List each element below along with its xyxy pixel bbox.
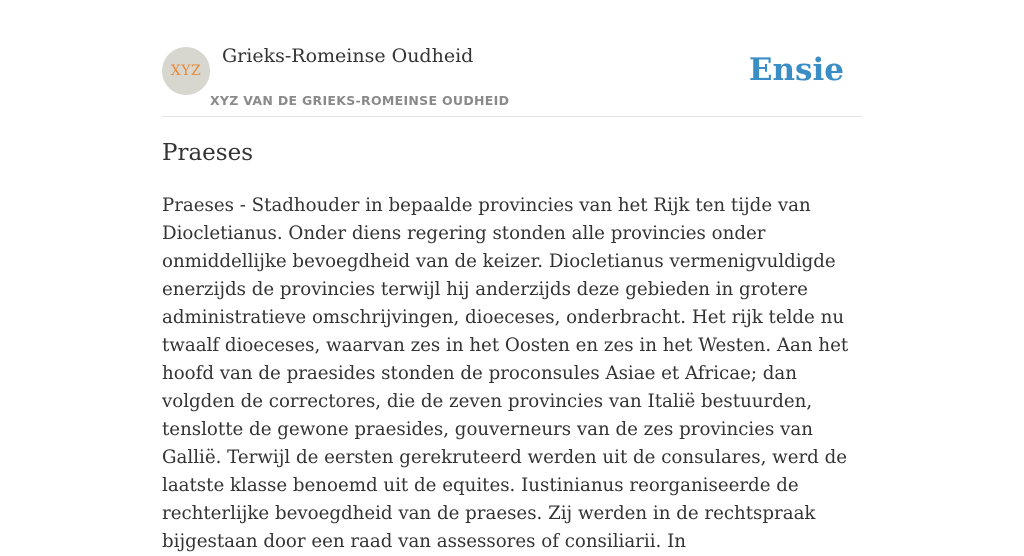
publication-avatar[interactable]: XYZ <box>162 47 210 95</box>
site-header <box>162 0 862 117</box>
publication-title-link[interactable]: Grieks-Romeinse Oudheid <box>222 45 474 67</box>
page-title: Praeses <box>162 140 254 166</box>
ensie-logo-link[interactable]: Ensie <box>748 52 844 88</box>
article-body: Praeses - Stadhouder in bepaalde provincies van het Rijk ten tijde van Diocletianus. Onder diens regering stonden alle provincies onder onmiddellijke bevoegdheid van de keizer. Diocletianus vermenigvuldigde enerzijds de provincies terwijl hij anderzijds deze gebieden in grotere administratieve omschrijvingen, dioeceses, onderbracht. Het rijk telde nu twaalf dioeceses, waarvan zes in het Oosten en zes in het Westen. Aan het hoofd van de praesides stonden de proconsules Asiae et Africae; dan volgden de correctores, die de zeven provincies van Italië bestuurden, tenslotte de gewone praesides, gouverneurs van de zes provincies van Gallië. Terwijl de eersten gerekruteerd werden uit de consulares, werd de laatste klasse benoemd uit de equites. Iustinianus reorganiseerde de rechterlijke bevoegdheid van de praeses. Zij werden in de rechtspraak bijgestaan door een raad van assessores of consiliarii. In <box>162 195 849 552</box>
publication-subtitle: XYZ VAN DE GRIEKS-ROMEINSE OUDHEID <box>210 93 510 108</box>
